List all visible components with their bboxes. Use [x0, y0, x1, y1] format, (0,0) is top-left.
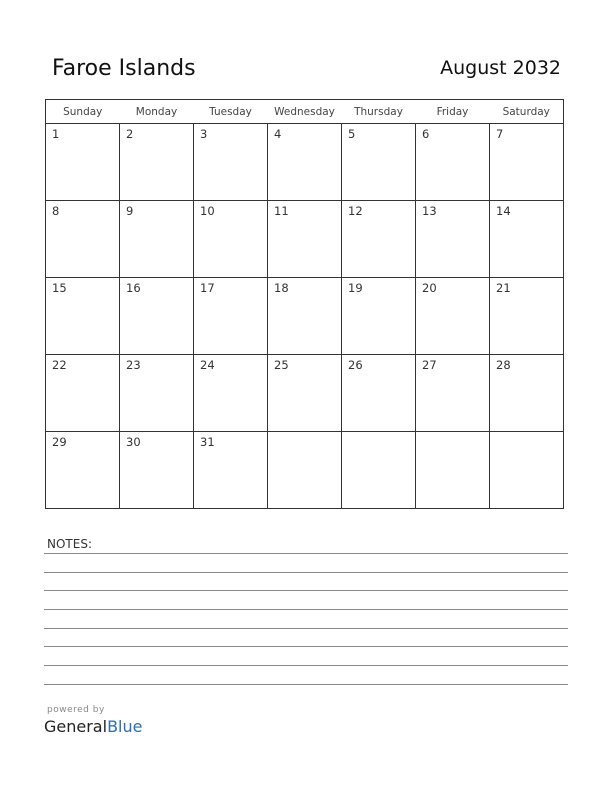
weekday-header: Sunday	[46, 100, 120, 124]
day-cell	[268, 432, 342, 509]
day-cell	[46, 124, 120, 201]
day-cell	[490, 355, 564, 432]
weekday-header: Thursday	[342, 100, 416, 124]
note-line	[44, 646, 568, 647]
day-cell	[490, 432, 564, 509]
generalblue-logo	[44, 717, 142, 736]
week-row	[46, 124, 564, 201]
day-number: 23	[126, 358, 141, 372]
day-cell	[194, 201, 268, 278]
day-cell	[120, 278, 194, 355]
month-year-title: August 2032	[440, 57, 561, 79]
day-number: 2	[126, 127, 134, 141]
calendar-grid	[45, 99, 564, 509]
weekday-header: Monday	[120, 100, 194, 124]
week-row	[46, 432, 564, 509]
powered-by-text: powered by	[47, 705, 105, 715]
day-cell	[342, 355, 416, 432]
day-cell	[120, 124, 194, 201]
day-number: 20	[422, 281, 437, 295]
day-number: 11	[274, 204, 289, 218]
day-cell	[268, 355, 342, 432]
day-cell	[120, 432, 194, 509]
day-number: 4	[274, 127, 282, 141]
day-cell	[342, 278, 416, 355]
day-number	[490, 432, 563, 435]
day-number: 9	[126, 204, 134, 218]
day-number: 16	[126, 281, 141, 295]
day-number: 12	[348, 204, 363, 218]
weekday-header-row	[46, 100, 564, 124]
day-number: 5	[348, 127, 356, 141]
note-line	[44, 609, 568, 610]
day-number: 30	[126, 435, 141, 449]
day-cell	[46, 355, 120, 432]
day-cell	[342, 201, 416, 278]
day-number: 26	[348, 358, 363, 372]
day-number: 29	[52, 435, 67, 449]
weekday-header: Friday	[416, 100, 490, 124]
day-cell	[416, 201, 490, 278]
note-line	[44, 684, 568, 685]
day-cell	[490, 278, 564, 355]
week-row	[46, 355, 564, 432]
day-cell	[120, 355, 194, 432]
day-number	[342, 432, 415, 435]
day-number: 13	[422, 204, 437, 218]
logo-text-general: General	[44, 717, 108, 736]
day-number: 27	[422, 358, 437, 372]
day-cell	[416, 355, 490, 432]
day-cell	[342, 124, 416, 201]
day-cell	[416, 124, 490, 201]
day-number: 10	[200, 204, 215, 218]
day-cell	[194, 432, 268, 509]
day-number: 31	[200, 435, 215, 449]
note-line	[44, 628, 568, 629]
day-cell	[416, 432, 490, 509]
logo-text-blue: Blue	[107, 717, 143, 736]
week-row	[46, 278, 564, 355]
day-cell	[490, 124, 564, 201]
weekday-header: Wednesday	[268, 100, 342, 124]
note-line	[44, 572, 568, 573]
weekday-header: Tuesday	[194, 100, 268, 124]
day-cell	[194, 355, 268, 432]
day-cell	[490, 201, 564, 278]
country-title: Faroe Islands	[52, 56, 196, 81]
day-number: 18	[274, 281, 289, 295]
day-number: 1	[52, 127, 60, 141]
day-number: 24	[200, 358, 215, 372]
note-line	[44, 590, 568, 591]
day-number: 14	[496, 204, 511, 218]
day-cell	[268, 124, 342, 201]
day-number: 15	[52, 281, 67, 295]
day-number: 8	[52, 204, 60, 218]
note-line	[44, 665, 568, 666]
day-cell	[46, 201, 120, 278]
day-number: 25	[274, 358, 289, 372]
day-number: 28	[496, 358, 511, 372]
note-line	[44, 553, 568, 554]
day-number: 21	[496, 281, 511, 295]
day-number	[268, 432, 341, 435]
day-cell	[268, 201, 342, 278]
day-cell	[416, 278, 490, 355]
day-cell	[120, 201, 194, 278]
day-cell	[342, 432, 416, 509]
day-number: 6	[422, 127, 430, 141]
day-cell	[194, 124, 268, 201]
day-number: 3	[200, 127, 208, 141]
day-number	[416, 432, 489, 435]
day-cell	[46, 432, 120, 509]
notes-label: NOTES:	[47, 537, 92, 551]
day-number: 22	[52, 358, 67, 372]
day-cell	[194, 278, 268, 355]
day-number: 17	[200, 281, 215, 295]
weekday-header: Saturday	[490, 100, 564, 124]
day-cell	[46, 278, 120, 355]
day-cell	[268, 278, 342, 355]
week-row	[46, 201, 564, 278]
day-number: 19	[348, 281, 363, 295]
day-number: 7	[496, 127, 504, 141]
